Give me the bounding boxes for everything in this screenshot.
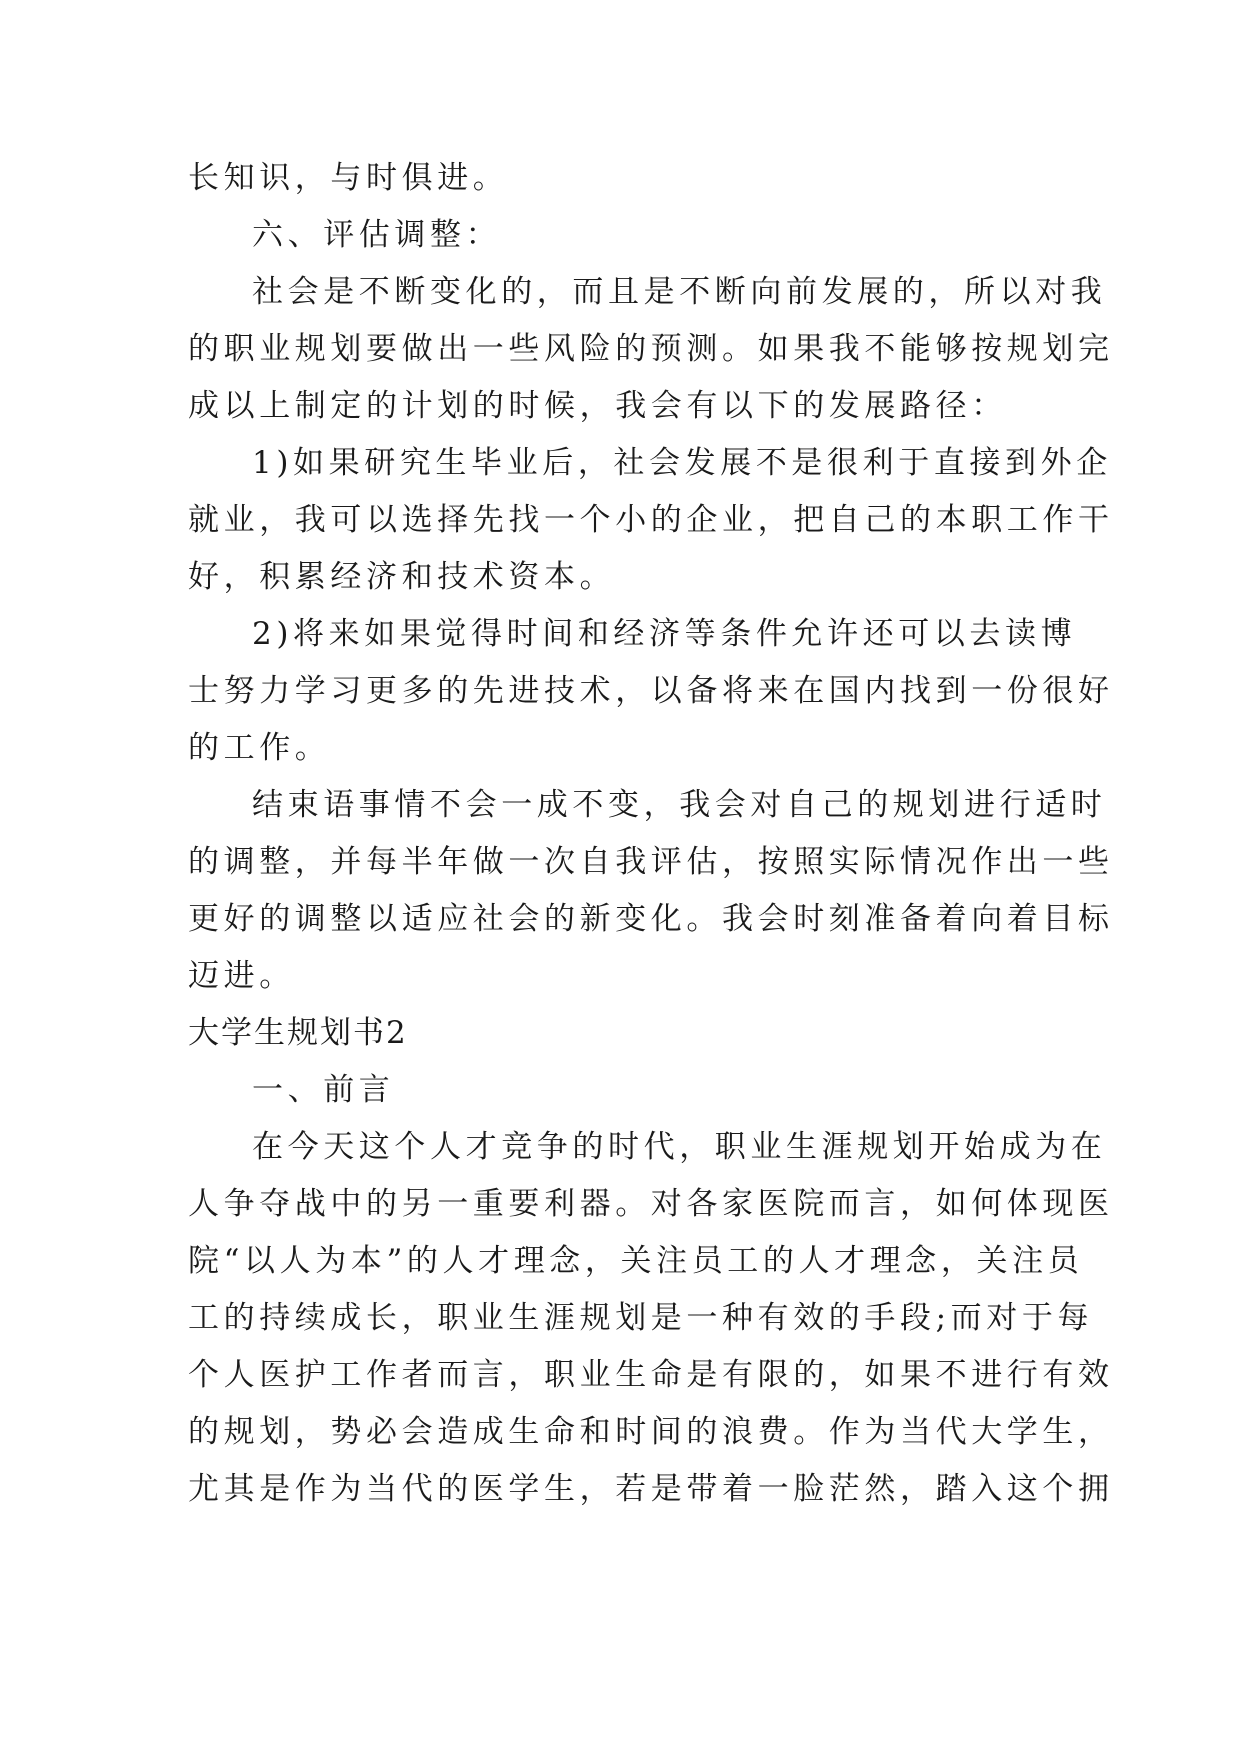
text-line: 的职业规划要做出一些风险的预测。如果我不能够按规划完 (188, 331, 1114, 367)
text-line: 士努力学习更多的先进技术，以备将来在国内找到一份很好 (188, 673, 1114, 709)
text-line: 尤其是作为当代的医学生，若是带着一脸茫然，踏入这个拥 (188, 1471, 1114, 1507)
text-line: 1)如果研究生毕业后，社会发展不是很利于直接到外企 (252, 445, 1112, 481)
text-line: 的工作。 (188, 730, 331, 766)
text-line: 在今天这个人才竞争的时代，职业生涯规划开始成为在 (252, 1129, 1107, 1165)
text-line: 院“以人为本”的人才理念，关注员工的人才理念，关注员 (188, 1243, 1084, 1279)
document-title-2: 大学生规划书2 (188, 1015, 408, 1051)
text-line: 的调整，并每半年做一次自我评估，按照实际情况作出一些 (188, 844, 1114, 880)
text-line: 迈进。 (188, 958, 295, 994)
text-line: 人争夺战中的另一重要利器。对各家医院而言，如何体现医 (188, 1186, 1114, 1222)
text-line: 长知识，与时俱进。 (188, 160, 509, 196)
text-line: 个人医护工作者而言，职业生命是有限的，如果不进行有效 (188, 1357, 1114, 1393)
section-heading-evaluation: 六、评估调整： (252, 217, 502, 253)
text-line: 2)将来如果觉得时间和经济等条件允许还可以去读博 (252, 616, 1077, 652)
text-line: 就业，我可以选择先找一个小的企业，把自己的本职工作干 (188, 502, 1114, 538)
text-line: 好，积累经济和技术资本。 (188, 559, 616, 595)
section-heading-preface: 一、前言 (252, 1072, 395, 1108)
text-line: 工的持续成长，职业生涯规划是一种有效的手段;而对于每 (188, 1300, 1094, 1336)
text-line: 成以上制定的计划的时候，我会有以下的发展路径： (188, 388, 1007, 424)
text-line: 社会是不断变化的，而且是不断向前发展的，所以对我 (252, 274, 1107, 310)
text-line: 结束语事情不会一成不变，我会对自己的规划进行适时 (252, 787, 1107, 823)
text-line: 更好的调整以适应社会的新变化。我会时刻准备着向着目标 (188, 901, 1114, 937)
text-line: 的规划，势必会造成生命和时间的浪费。作为当代大学生， (188, 1414, 1114, 1450)
